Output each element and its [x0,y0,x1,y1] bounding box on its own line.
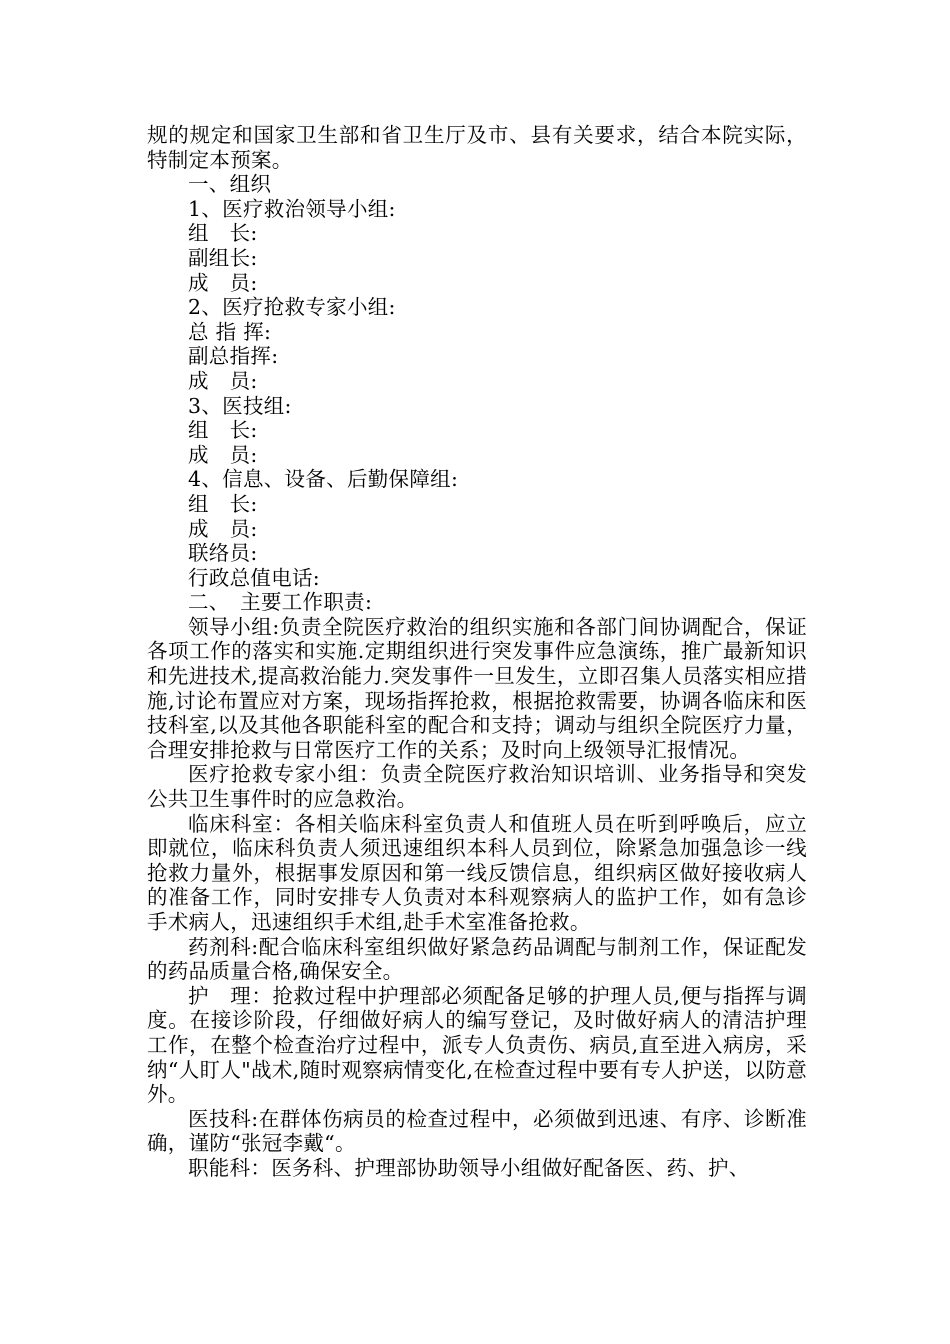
field-members: 成 员: [188,442,258,467]
field-members: 成 员: [188,516,258,541]
paragraph-leadership-duties: 领导小组:负责全院医疗救治的组织实施和各部门间协调配合，保证各项工作的落实和实施.定期组织进行突发事件应急演练，推广最新知识和先进技术,提高救治能力.突发事件一旦发生，立即召集人员落实相应措施,讨论布置应对方案，现场指挥抢救，根据抢救需要，协调各临床和医技科室,以及其他各职能科室的配合和支持；调动与组织全院医疗力量，合理安排抢救与日常医疗工作的关系；及时向上级领导汇报情况。 [147,614,807,762]
field-group-leader: 组 长: [188,418,258,443]
heading-organization: 一、组织 [188,172,272,197]
field-liaison: 联络员: [188,541,258,566]
field-group-leader: 组 长: [188,221,258,246]
subheading-expert-group: 2、医疗抢救专家小组: [188,295,396,320]
field-deputy-commander: 副总指挥: [188,344,279,369]
subheading-logistics-group: 4、信息、设备、后勤保障组: [188,467,459,492]
paragraph-nursing-duties: 护 理：抢救过程中护理部必须配备足够的护理人员,便与指挥与调度。在接诊阶段，仔细做好病人的编写登记，及时做好病人的清洁护理工作，在整个检查治疗过程中，派专人负责伤、病员,直至进入病房，采纳“人盯人"战术,随时观察病情变化,在检查过程中要有专人护送，以防意外。 [147,983,807,1107]
field-members: 成 员: [188,270,258,295]
document-body [147,123,807,1181]
paragraph-medtech-duties: 医技科:在群体伤病员的检查过程中，必须做到迅速、有序、诊断准确，谨防“张冠李戴“。 [147,1106,807,1156]
paragraph-clinical-duties: 临床科室：各相关临床科室负责人和值班人员在听到呼唤后，应立即就位，临床科负责人须迅速组织本科人员到位，除紧急加强急诊一线抢救力量外，根据事发原因和第一线反馈信息，组织病区做好接收病人的准备工作，同时安排专人负责对本科观察病人的监护工作，如有急诊手术病人，迅速组织手术组,赴手术室准备抢救。 [147,811,807,934]
subheading-leadership-group: 1、医疗救治领导小组: [188,196,396,221]
paragraph-expert-duties: 医疗抢救专家小组：负责全院医疗救治知识培训、业务指导和突发公共卫生事件时的应急救治。 [147,762,807,812]
subheading-medical-tech-group: 3、医技组: [188,393,292,418]
field-members: 成 员: [188,368,258,393]
field-commander: 总 指 挥: [188,319,272,344]
paragraph-pharmacy-duties: 药剂科:配合临床科室组织做好紧急药品调配与制剂工作，保证配发的药品质量合格,确保安全。 [147,934,807,984]
field-admin-phone: 行政总值电话: [188,565,321,590]
paragraph-intro: 规的规定和国家卫生部和省卫生厅及市、县有关要求，结合本院实际，特制定本预案。 [147,123,807,172]
field-group-leader: 组 长: [188,491,258,516]
paragraph-functional-duties: 职能科：医务科、护理部协助领导小组做好配备医、药、护、 [188,1155,750,1180]
field-deputy-leader: 副组长: [188,245,258,270]
heading-responsibilities: 二、 主要工作职责: [188,590,373,615]
